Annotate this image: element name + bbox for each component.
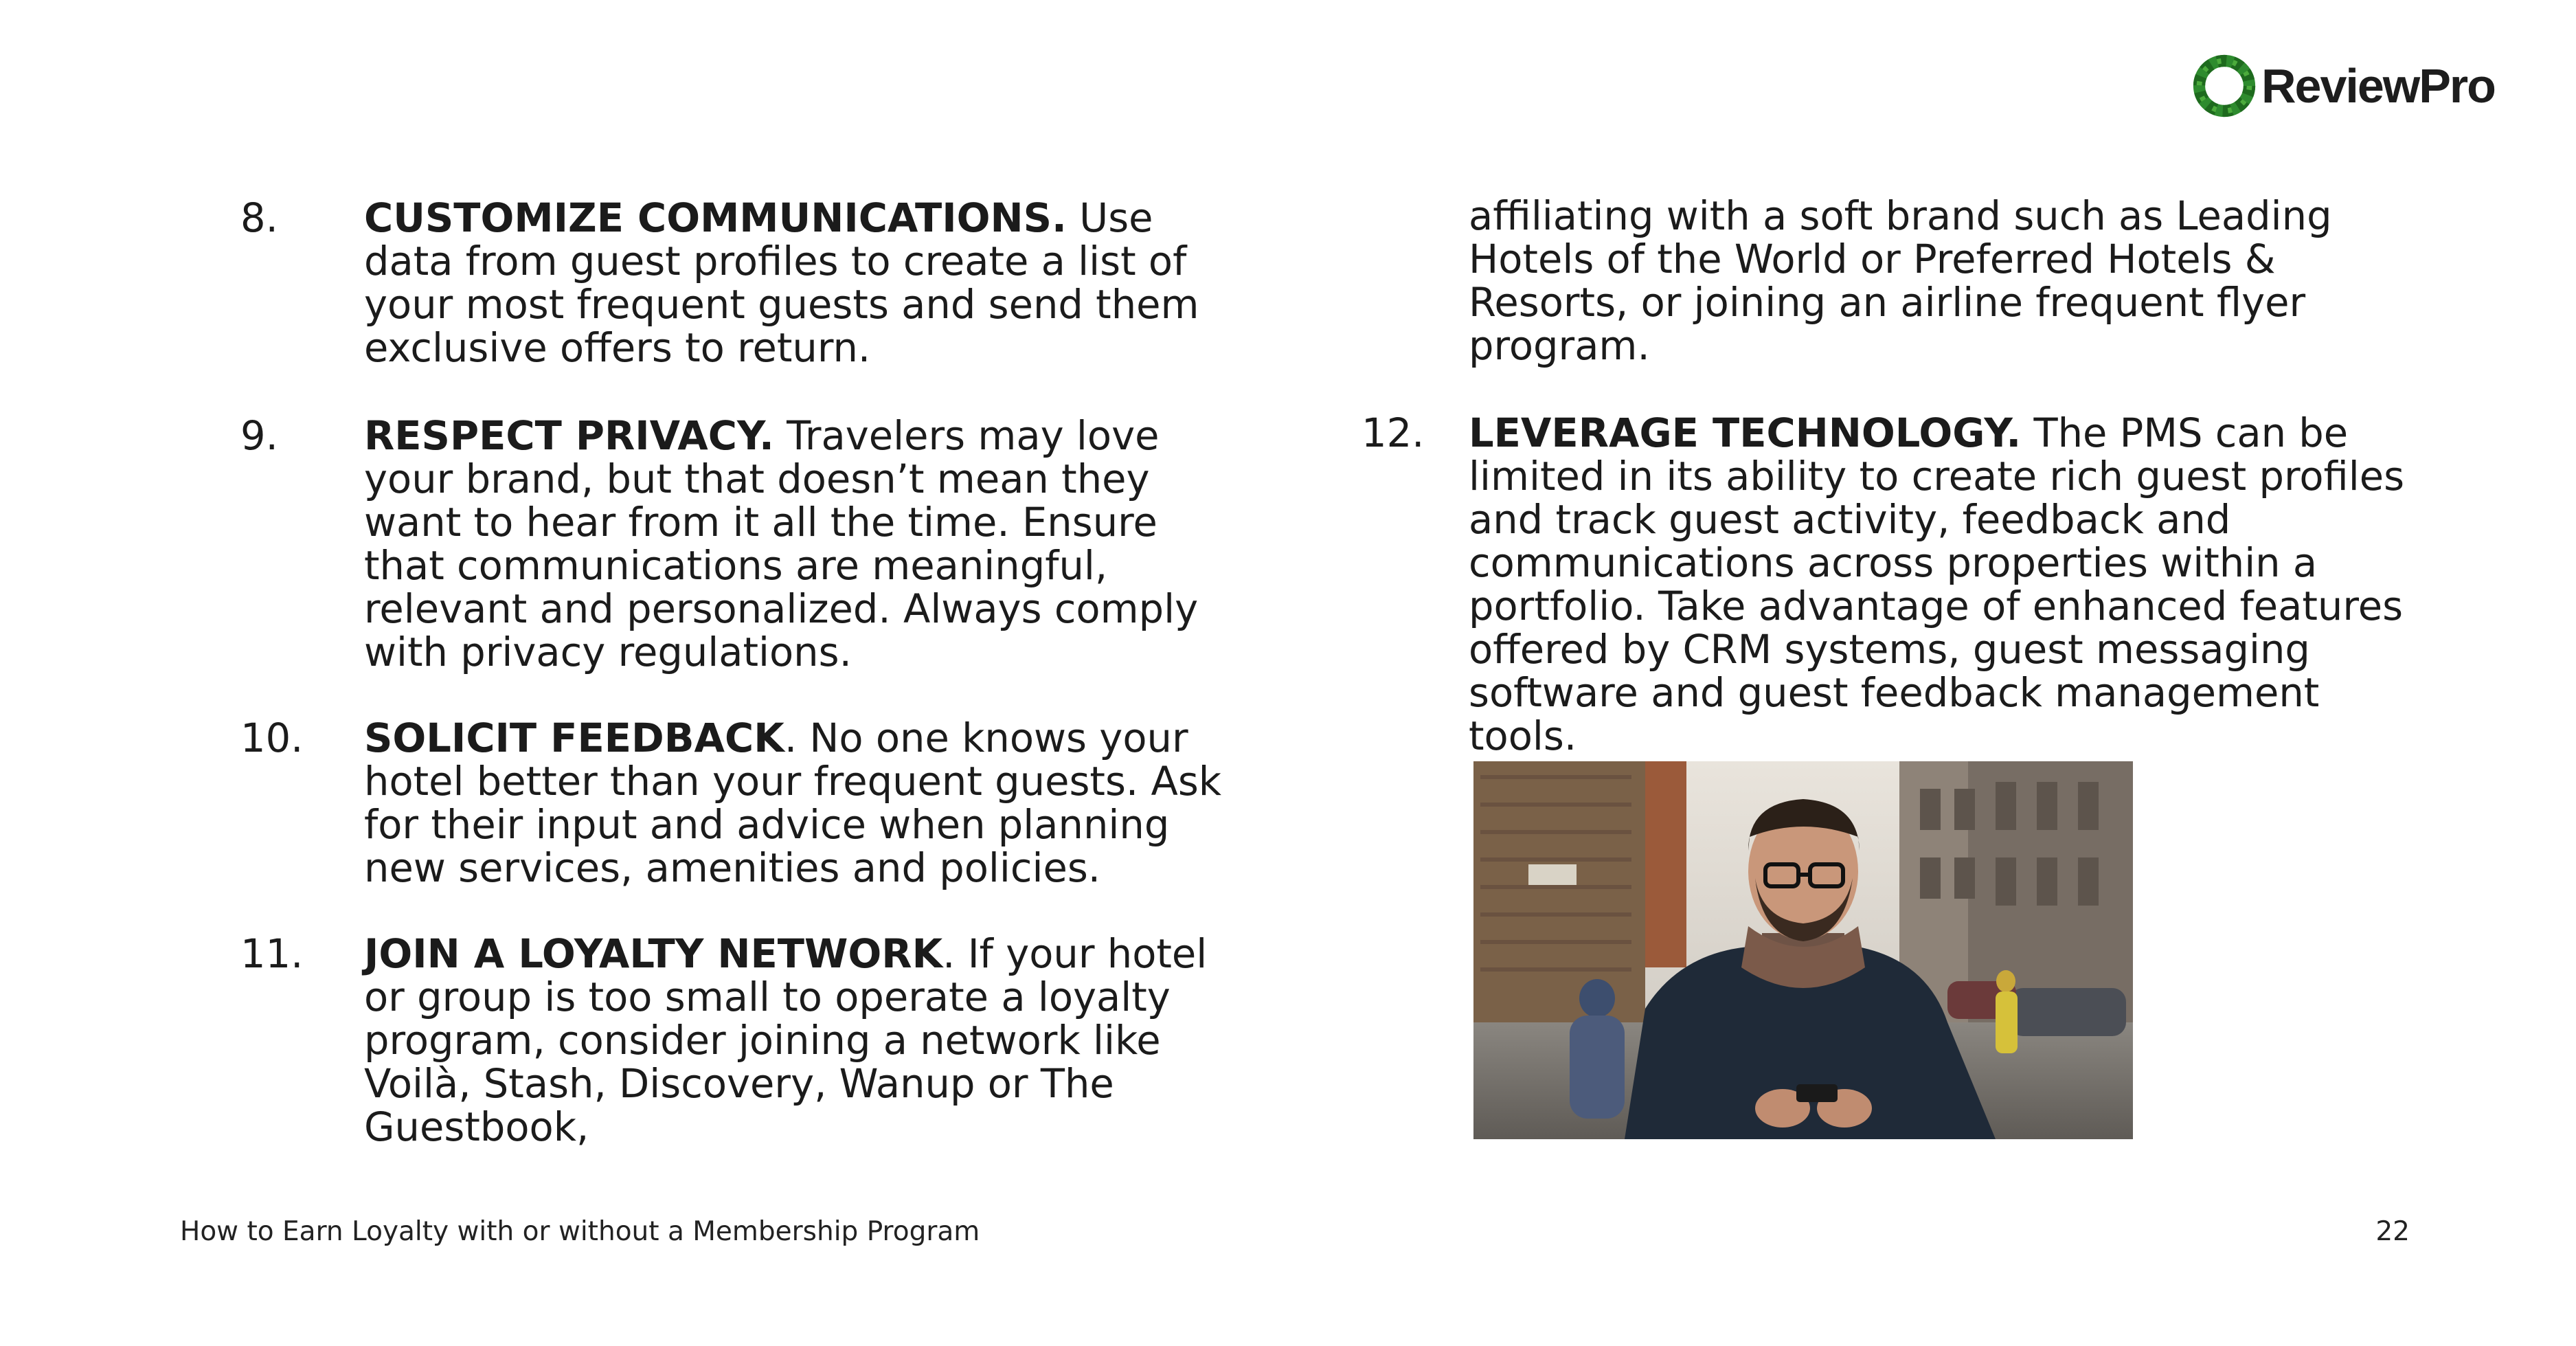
item-text	[364, 717, 1230, 890]
list-item-11-continued: affiliating with a soft brand such as Leading Hotels of the World or Preferred Hotels & Resorts, or joining an airline frequent flyer program.	[1469, 193, 2332, 369]
item-body: . If your hotel or group is too small to operate a loyalty program, consider joining a network like Voilà, Stash, Discovery, Wanup or The Guestbook,	[364, 931, 1208, 1150]
footer-document-title: How to Earn Loyalty with or without a Membership Program	[180, 1216, 980, 1247]
item-number: 10.	[240, 715, 304, 761]
item-body: The PMS can be limited in its ability to create rich guest profiles and track guest activity, feedback and communications across properties within a portfolio. Take advantage of enhanced features offered by CRM systems, guest messaging software and guest feedback management tools.	[1469, 410, 2405, 759]
brand-name: ReviewPro	[2261, 59, 2495, 113]
item-number: 8.	[240, 195, 278, 241]
item-heading: LEVERAGE TECHNOLOGY.	[1469, 410, 2022, 456]
item-heading: RESPECT PRIVACY.	[364, 413, 774, 459]
item-text	[1469, 412, 2430, 758]
item-heading: SOLICIT FEEDBACK	[364, 715, 784, 761]
item-body: Use data from guest profiles to create a list of your most frequent guests and send them exclusive offers to return.	[364, 195, 1199, 371]
reviewpro-ring-icon	[2191, 53, 2257, 119]
item-number: 12.	[1362, 410, 1425, 456]
photo-man-with-phone	[1473, 761, 2133, 1139]
item-number: 11.	[240, 931, 304, 977]
item-heading: CUSTOMIZE COMMUNICATIONS.	[364, 195, 1067, 241]
item-heading: JOIN A LOYALTY NETWORK	[364, 931, 943, 977]
item-text	[364, 197, 1230, 370]
item-body: . No one knows your hotel better than your frequent guests. Ask for their input and advice when planning new services, amenities and policies.	[364, 715, 1222, 891]
page-number: 22	[2375, 1216, 2410, 1247]
item-body: Travelers may love your brand, but that doesn’t mean they want to hear from it all the time. Ensure that communications are meaningful, relevant and personalized. Always comply with privacy regulations.	[364, 413, 1199, 675]
brand-logo	[2191, 52, 2494, 120]
item-number: 9.	[240, 413, 278, 459]
item-text	[364, 414, 1230, 674]
item-text	[364, 932, 1230, 1149]
